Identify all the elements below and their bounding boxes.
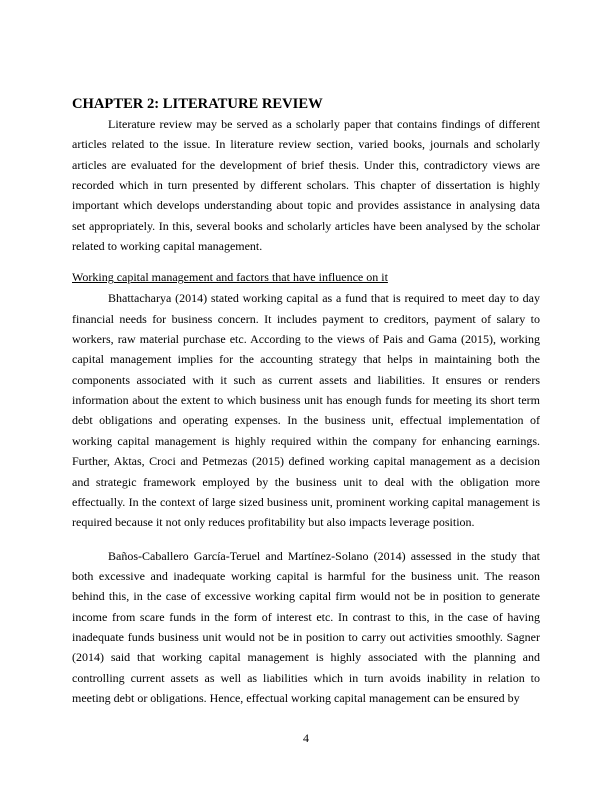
page-number: 4 [303, 731, 309, 745]
section-paragraph-1: Bhattacharya (2014) stated working capital as a fund that is required to meet day to day financial needs for business concern. It includes payment to creditors, payment of salary to workers, raw material purchase etc. According to the views of Pais and Gama (2015), working capital management implies for the accounting strategy that helps in maintaining both the components associated with it such as current assets and liabilities. It ensures or renders information about the extent to which business unit has enough funds for meeting its short term debt obligations and operating expenses. In the business unit, effectual implementation of working capital management is highly required within the company for enhancing earnings. Further, Aktas, Croci and Petmezas (2015) defined working capital management as a decision and strategic framework employed by the business unit to deal with the obligation more effectually. In the context of large sized business unit, prominent working capital management is required because it not only reduces profitability but also impacts leverage position. [72, 291, 540, 530]
page-content [72, 96, 540, 708]
intro-paragraph: Literature review may be served as a scholarly paper that contains findings of different articles related to the issue. In literature review section, varied books, journals and scholarly articles are evaluated for the development of brief thesis. Under this, contradictory views are recorded which in turn presented by different scholars. This chapter of dissertation is highly important which develops understanding about topic and provides assistance in analysing data set appropriately. In this, several books and scholarly articles have been analysed by the scholar related to working capital management. [72, 117, 540, 254]
section-heading: Working capital management and factors that have influence on it [72, 270, 388, 285]
chapter-title: CHAPTER 2: LITERATURE REVIEW [72, 96, 323, 112]
section-paragraph-2: Baños-Caballero García-Teruel and Martínez-Solano (2014) assessed in the study that both excessive and inadequate working capital is harmful for the business unit. The reason behind this, in the case of excessive working capital firm would not be in position to generate income from scare funds in the form of interest etc. In contrast to this, in the case of having inadequate funds business unit would not be in position to carry out activities smoothly. Sagner (2014) said that working capital management is highly associated with the planning and controlling current assets as well as liabilities which in turn avoids inability in relation to meeting debt or obligations. Hence, effectual working capital management can be ensured by [72, 548, 540, 705]
